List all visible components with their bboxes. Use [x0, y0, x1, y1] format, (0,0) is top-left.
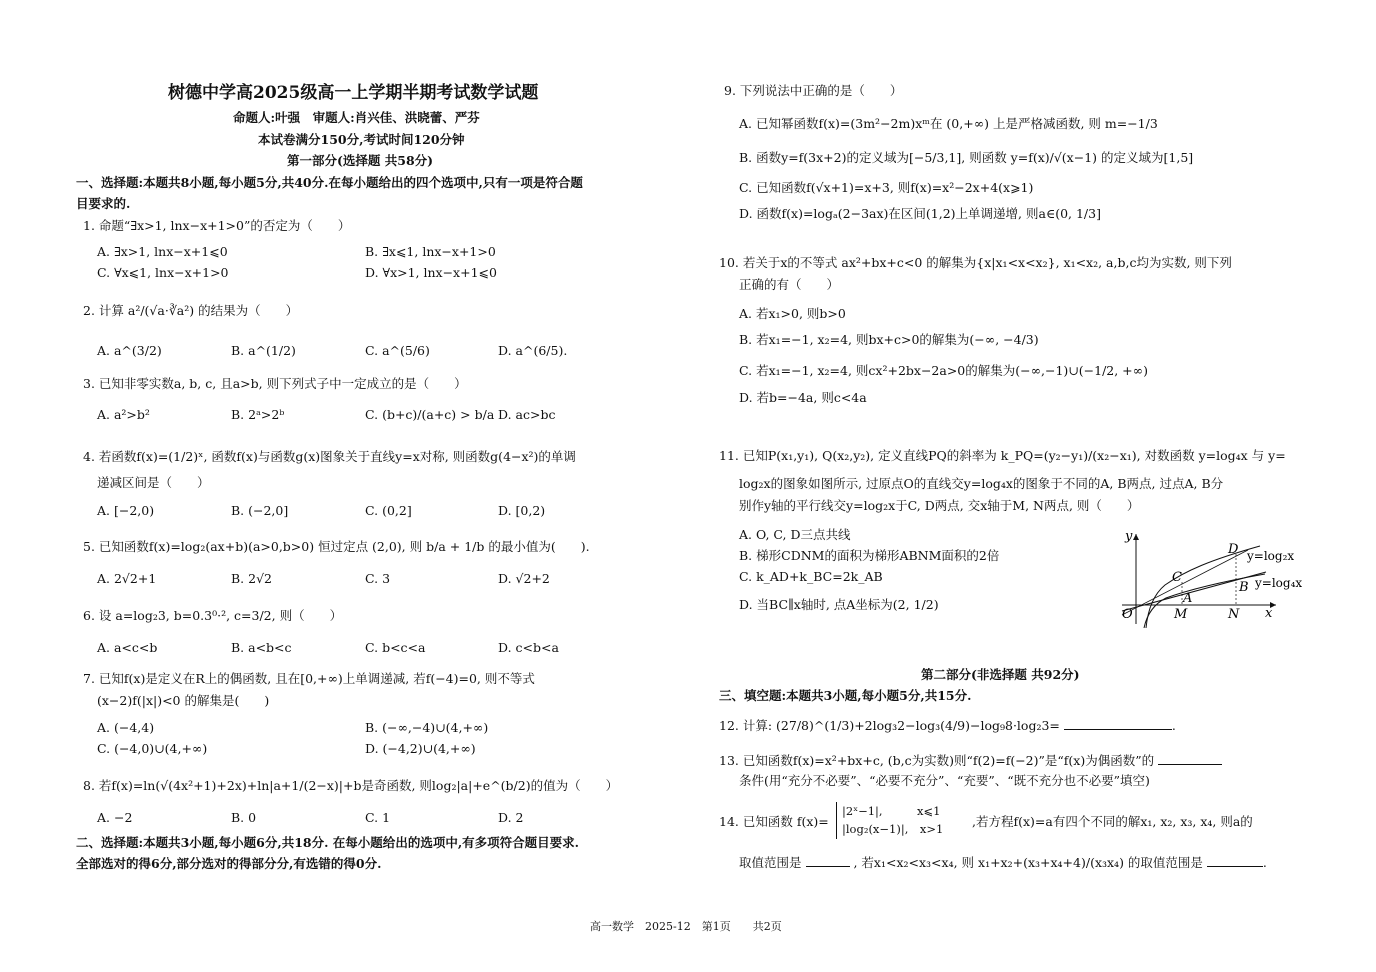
q1-stem: 1. 命题“∃x>1, lnx−x+1>0”的否定为（ ） — [83, 218, 351, 233]
q8-option-c: C. 1 — [365, 810, 391, 825]
q13-answer-blank[interactable] — [1158, 752, 1222, 765]
point-n-label: N — [1228, 607, 1240, 622]
q14-range-label: 取值范围是 — [739, 855, 802, 870]
q7-option-b: B. (−∞,−4)∪(4,+∞) — [365, 720, 489, 735]
q10-option-c: C. 若x₁=−1, x₂=4, 则cx²+2bx−2a>0的解集为(−∞,−1)∪(−1/2, +∞) — [739, 363, 1148, 378]
q12-stem — [719, 717, 1176, 733]
q8-option-d: D. 2 — [498, 810, 524, 825]
point-b-label: B — [1239, 580, 1249, 595]
q14-piecewise — [836, 802, 943, 839]
q8-option-b: B. 0 — [231, 810, 257, 825]
q7-stem: 7. 已知f(x)是定义在R上的偶函数, 且在[0,+∞)上单调递减, 若f(−4)=0, 则不等式 — [83, 671, 535, 686]
q7-option-d: D. (−4,2)∪(4,+∞) — [365, 741, 476, 756]
q14-end: . — [1262, 855, 1267, 870]
q13-text: 13. 已知函数f(x)=x²+bx+c, (b,c为实数)则“f(2)=f(−2)”是“f(x)为偶函数”的 — [719, 753, 1155, 768]
q11-option-c: C. k_AD+k_BC=2k_AB — [739, 569, 883, 584]
q12-text: 12. 计算: (27/8)^(1/3)+2log₃2−log₃(4/9)−log₉8·log₂3= — [719, 718, 1060, 733]
q10-option-a: A. 若x₁>0, 则b>0 — [739, 306, 846, 321]
q14-answer-blank-1[interactable] — [806, 854, 850, 867]
q3-option-b: B. 2ᵃ>2ᵇ — [231, 407, 285, 422]
q4-option-d: D. [0,2) — [498, 503, 546, 518]
q6-option-b: B. a<b<c — [231, 640, 292, 655]
q2-option-a: A. a^(3/2) — [97, 343, 162, 358]
exam-info: 本试卷满分150分,考试时间120分钟 — [258, 132, 465, 147]
q2-option-c: C. a^(5/6) — [365, 343, 430, 358]
q11-stem-cont2: 别作y轴的平行线交y=log₂x于C, D两点, 交x轴于M, N两点, 则（ ） — [739, 498, 1140, 513]
q14-case1: |2ˣ−1|, x⩽1 — [842, 804, 941, 818]
q4-option-b: B. (−2,0] — [231, 503, 289, 518]
section1-heading: 一、选择题:本题共8小题,每小题5分,共40分.在每小题给出的四个选项中,只有一项是符合题 — [76, 175, 583, 190]
q11-stem: 11. 已知P(x₁,y₁), Q(x₂,y₂), 定义直线PQ的斜率为 k_PQ=(y₂−y₁)/(x₂−x₁), 对数函数 y=log₄x 与 y= — [719, 448, 1286, 463]
q11-option-a: A. O, C, D三点共线 — [739, 527, 851, 542]
q6-stem: 6. 设 a=log₂3, b=0.3⁰·², c=3/2, 则（ ） — [83, 608, 343, 623]
q11-option-b: B. 梯形CDNM的面积为梯形ABNM面积的2倍 — [739, 548, 1000, 563]
q14-range-text: , 若x₁<x₂<x₃<x₄, 则 x₁+x₂+(x₃+x₄+4)/(x₃x₄) 的取值范围是 — [853, 855, 1203, 870]
q1-option-d: D. ∀x>1, lnx−x+1⩽0 — [365, 265, 497, 280]
q3-option-a: A. a²>b² — [97, 407, 150, 422]
q1-option-b: B. ∃x⩽1, lnx−x+1>0 — [365, 244, 496, 259]
q14-answer-blank-2[interactable] — [1207, 854, 1263, 867]
q5-option-d: D. √2+2 — [498, 571, 550, 586]
point-a-label: A — [1183, 591, 1193, 606]
page-footer: 高一数学 2025-12 第1页 共2页 — [590, 920, 782, 933]
section2-heading: 二、选择题:本题共3小题,每小题6分,共18分. 在每小题给出的选项中,有多项符合题目要求. — [76, 835, 580, 850]
q14-stem-cont — [739, 854, 1267, 870]
q6-option-d: D. c<b<a — [498, 640, 559, 655]
point-d-label: D — [1228, 542, 1239, 557]
section2-heading-cont: 全部选对的得6分,部分选对的得部分分,有选错的得0分. — [76, 856, 382, 871]
section3-heading: 三、填空题:本题共3小题,每小题5分,共15分. — [719, 688, 972, 703]
q10-option-d: D. 若b=−4a, 则c<4a — [739, 390, 867, 405]
exam-title: 树德中学高2025级高一上学期半期考试数学试题 — [168, 83, 539, 103]
authors: 命题人:叶强 审题人:肖兴佳、洪晓蕾、严芬 — [233, 110, 480, 125]
q14-stem-mid: ,若方程f(x)=a有四个不同的解x₁, x₂, x₃, x₄, 则a的 — [972, 814, 1253, 829]
q6-option-c: C. b<c<a — [365, 640, 426, 655]
q1-option-c: C. ∀x⩽1, lnx−x+1>0 — [97, 265, 229, 280]
q3-option-d: D. ac>bc — [498, 407, 556, 422]
q4-option-a: A. [−2,0) — [97, 503, 155, 518]
q7-stem-cont: (x−2)f(|x|)<0 的解集是( ) — [97, 693, 270, 708]
q13-stem — [719, 752, 1222, 768]
q4-stem: 4. 若函数f(x)=(1/2)ˣ, 函数f(x)与函数g(x)图象关于直线y=x对称, 则函数g(4−x²)的单调 — [83, 449, 576, 464]
x-axis-label: x — [1265, 606, 1273, 621]
q13-stem-cont: 条件(用“充分不必要”、“必要不充分”、“充要”、“既不充分也不必要”填空) — [739, 773, 1150, 788]
q11-stem-cont1: log₂x的图象如图所示, 过原点O的直线交y=log₄x的图象于不同的A, B两点, 过点A, B分 — [739, 476, 1224, 491]
q10-stem: 10. 若关于x的不等式 ax²+bx+c<0 的解集为{x|x₁<x<x₂}, x₁<x₂, a,b,c均为实数, 则下列 — [719, 255, 1232, 270]
q5-stem: 5. 已知函数f(x)=log₂(ax+b)(a>0,b>0) 恒过定点 (2,0), 则 b/a + 1/b 的最小值为( ). — [83, 539, 590, 554]
curve-log2-label: y=log₂x — [1247, 549, 1295, 563]
q10-option-b: B. 若x₁=−1, x₂=4, 则bx+c>0的解集为(−∞, −4/3) — [739, 332, 1039, 347]
q5-option-c: C. 3 — [365, 571, 391, 586]
q3-option-c: C. (b+c)/(a+c) > b/a — [365, 407, 495, 422]
q4-option-c: C. (0,2] — [365, 503, 412, 518]
curve-log4-label: y=log₄x — [1255, 576, 1303, 590]
q2-stem: 2. 计算 a²/(√a·∛a²) 的结果为（ ） — [83, 303, 299, 318]
q9-option-c: C. 已知函数f(√x+1)=x+3, 则f(x)=x²−2x+4(x⩾1) — [739, 180, 1034, 195]
q7-option-a: A. (−4,4) — [97, 720, 155, 735]
section1-heading-cont: 目要求的. — [76, 196, 131, 211]
q14-case2: |log₂(x−1)|, x>1 — [842, 822, 944, 837]
q14-stem-start: 14. 已知函数 f(x)= — [719, 814, 829, 829]
q2-option-d: D. a^(6/5). — [498, 343, 568, 358]
q2-option-b: B. a^(1/2) — [231, 343, 296, 358]
q5-option-b: B. 2√2 — [231, 571, 273, 586]
q1-option-a: A. ∃x>1, lnx−x+1⩽0 — [97, 244, 228, 259]
part2-heading: 第二部分(非选择题 共92分) — [921, 667, 1080, 682]
point-c-label: C — [1172, 570, 1182, 585]
origin-label: O — [1122, 607, 1133, 622]
q8-option-a: A. −2 — [97, 810, 133, 825]
q5-option-a: A. 2√2+1 — [97, 571, 157, 586]
q11-option-d: D. 当BC∥x轴时, 点A坐标为(2, 1/2) — [739, 597, 939, 612]
q9-stem: 9. 下列说法中正确的是（ ） — [724, 83, 903, 98]
q12-end: . — [1171, 718, 1176, 733]
q6-option-a: A. a<c<b — [97, 640, 158, 655]
q7-option-c: C. (−4,0)∪(4,+∞) — [97, 741, 208, 756]
point-m-label: M — [1174, 607, 1188, 622]
q9-option-b: B. 函数y=f(3x+2)的定义域为[−5/3,1], 则函数 y=f(x)/√(x−1) 的定义域为[1,5] — [739, 150, 1194, 165]
log-functions-figure — [1110, 528, 1310, 628]
q3-stem: 3. 已知非零实数a, b, c, 且a>b, 则下列式子中一定成立的是（ ） — [83, 376, 467, 391]
part1-heading: 第一部分(选择题 共58分) — [287, 153, 434, 168]
q9-option-d: D. 函数f(x)=logₐ(2−3ax)在区间(1,2)上单调递增, 则a∈(0, 1/3] — [739, 206, 1101, 221]
q9-option-a: A. 已知幂函数f(x)=(3m²−2m)xᵐ在 (0,+∞) 上是严格减函数, 则 m=−1/3 — [739, 116, 1158, 131]
q10-stem-cont: 正确的有（ ） — [739, 277, 840, 292]
q12-answer-blank[interactable] — [1064, 717, 1172, 730]
y-axis-label: y — [1125, 529, 1133, 544]
q4-stem-cont: 递减区间是（ ） — [97, 475, 210, 490]
q8-stem: 8. 若f(x)=ln(√(4x²+1)+2x)+ln|a+1/(2−x)|+b是奇函数, 则log₂|a|+e^(b/2)的值为（ ） — [83, 778, 619, 793]
